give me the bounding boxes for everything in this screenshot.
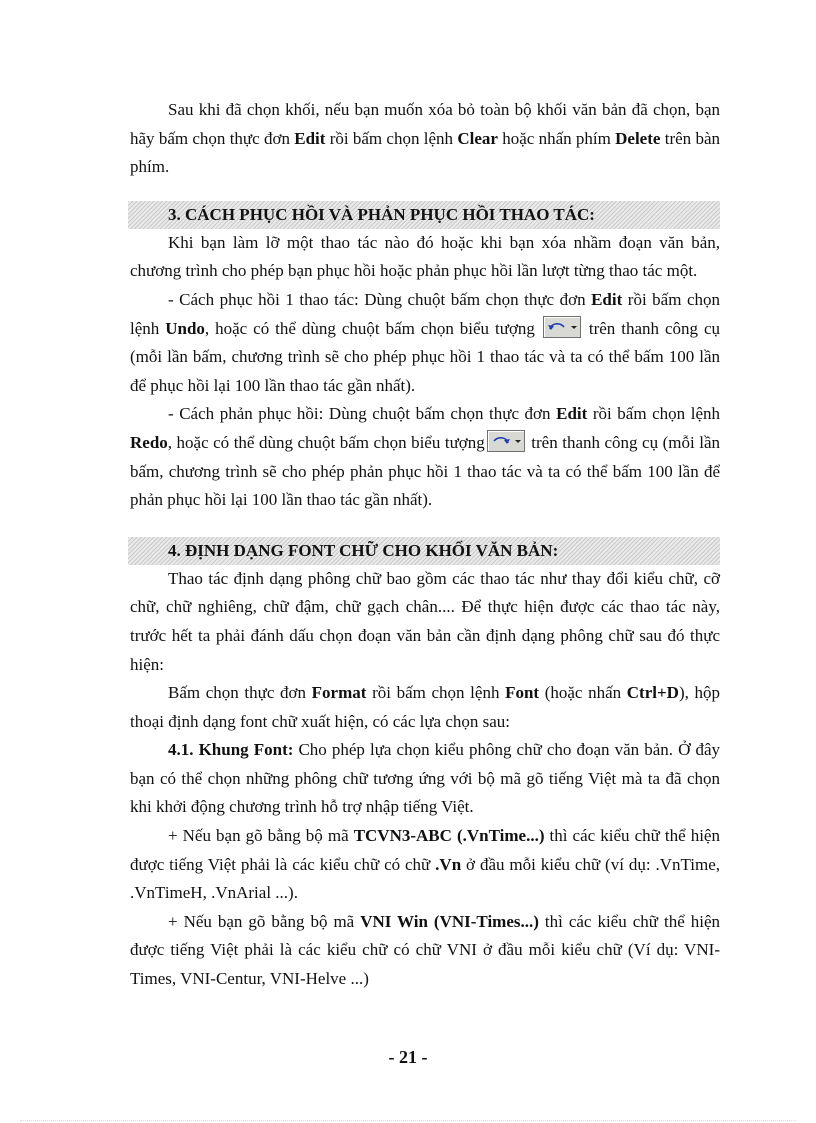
menu-name-edit: Edit bbox=[294, 128, 326, 148]
command-undo: Undo bbox=[165, 318, 205, 338]
document-page bbox=[130, 96, 720, 994]
redo-icon bbox=[487, 430, 525, 452]
paragraph-redo: - Cách phản phục hồi: Dùng chuột bấm chọn thực đơn Edit rồi bấm chọn lệnh Redo, hoặc có thể dùng chuột bấm chọn biểu tượng trên thanh công cụ (mỗi lần bấm, chương trình sẽ cho phép phản phục hồi 1 thao tác và ta có thể bấm 100 lần để phản phục hồi lại 100 lần thao tác gần nhất). bbox=[130, 404, 720, 510]
command-font: Font bbox=[505, 683, 540, 703]
page-bottom-divider bbox=[20, 1120, 796, 1121]
shortcut-ctrl-d: Ctrl+D bbox=[626, 683, 679, 703]
menu-name-edit: Edit bbox=[556, 404, 588, 424]
subheading-font-frame: 4.1. Khung Font: bbox=[168, 740, 294, 760]
code-vni: VNI Win (VNI-Times...) bbox=[360, 911, 539, 931]
prefix-vn: .Vn bbox=[435, 854, 462, 874]
undo-icon bbox=[543, 316, 581, 338]
paragraph-vni: + Nếu bạn gõ bằng bộ mã VNI Win (VNI-Times...) thì các kiểu chữ thể hiện được tiếng Việt phải là các kiểu chữ có chữ VNI ở đầu mỗi kiểu chữ (Ví dụ: VNI-Times, VNI-Centur, VNI-Helve ...) bbox=[130, 911, 720, 989]
paragraph-format-menu: Bấm chọn thực đơn Format rồi bấm chọn lệnh Font (hoặc nhấn Ctrl+D), hộp thoại định dạng font chữ xuất hiện, có các lựa chọn sau: bbox=[130, 683, 720, 731]
section-heading-font-format: 4. ĐỊNH DẠNG FONT CHỮ CHO KHỐI VĂN BẢN: bbox=[128, 537, 720, 565]
paragraph-delete-block: Sau khi đã chọn khối, nếu bạn muốn xóa bỏ toàn bộ khối văn bản đã chọn, bạn hãy bấm chọn thực đơn Edit rồi bấm chọn lệnh Clear hoặc nhấn phím Delete trên bàn phím. bbox=[130, 100, 720, 177]
key-delete: Delete bbox=[615, 128, 661, 148]
paragraph-undo: - Cách phục hồi 1 thao tác: Dùng chuột bấm chọn thực đơn Edit rồi bấm chọn lệnh Undo, hoặc có thể dùng chuột bấm chọn biểu tượng trên thanh công cụ (mỗi lần bấm, chương trình sẽ cho phép phục hồi 1 thao tác và ta có thể bấm 100 lần để phục hồi lại 100 lần thao tác gần nhất). bbox=[130, 289, 720, 395]
section-heading-undo-redo: 3. CÁCH PHỤC HỒI VÀ PHẢN PHỤC HỒI THAO TÁC: bbox=[128, 201, 720, 229]
paragraph-undo-intro: Khi bạn làm lỡ một thao tác nào đó hoặc khi bạn xóa nhầm đoạn văn bản, chương trình cho phép bạn phục hồi hoặc phản phục hồi lần lượt từng thao tác một. bbox=[130, 232, 720, 281]
paragraph-font-frame: 4.1. Khung Font: Cho phép lựa chọn kiểu phông chữ cho đoạn văn bản. Ở đây bạn có thể chọn những phông chữ tương ứng với bộ mã gõ tiếng Việt mà ta đã chọn khi khởi động chương trình hỗ trợ nhập tiếng Việt. bbox=[130, 740, 720, 817]
paragraph-font-intro: Thao tác định dạng phông chữ bao gồm các thao tác như thay đổi kiểu chữ, cỡ chữ, chữ nghiêng, chữ đậm, chữ gạch chân.... Để thực hiện được các thao tác này, trước hết ta phải đánh dấu chọn đoạn văn bản cần định dạng phông chữ sau đó thực hiện: bbox=[130, 568, 720, 674]
paragraph-tcvn3: + Nếu bạn gõ bằng bộ mã TCVN3-ABC (.VnTime...) thì các kiểu chữ thể hiện được tiếng Việt phải là các kiểu chữ có chữ .Vn ở đầu mỗi kiểu chữ (ví dụ: .VnTime, .VnTimeH, .VnArial ...). bbox=[130, 826, 721, 903]
menu-name-edit: Edit bbox=[591, 289, 623, 309]
command-redo: Redo bbox=[130, 432, 168, 452]
command-clear: Clear bbox=[457, 128, 498, 148]
page-number: - 21 - bbox=[388, 1047, 428, 1067]
code-tcvn3: TCVN3-ABC (.VnTime...) bbox=[353, 826, 545, 846]
menu-name-format: Format bbox=[311, 683, 367, 703]
